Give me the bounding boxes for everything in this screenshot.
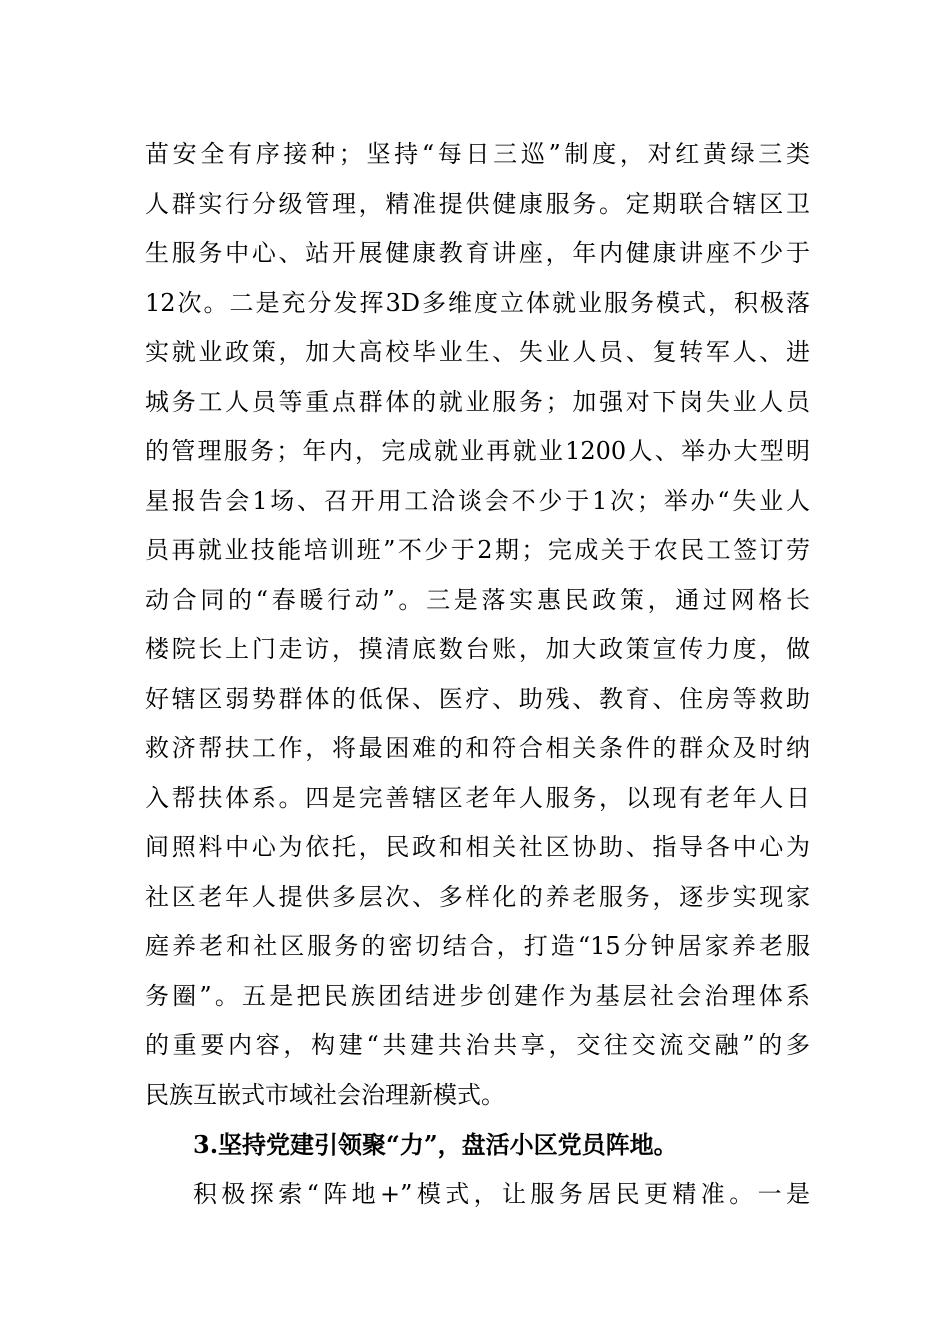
paragraph-line: 好辖区弱势群体的低保、医疗、助残、教育、住房等救助 bbox=[145, 684, 810, 713]
paragraph-line: 务圈”。五是把民族团结进步创建作为基层社会治理体系 bbox=[145, 981, 810, 1010]
paragraph-line: 间照料中心为依托，民政和相关社区协助、指导各中心为 bbox=[145, 833, 810, 861]
paragraph-line: 社区老年人提供多层次、多样化的养老服务，逐步实现家 bbox=[145, 882, 810, 911]
paragraph-line: 救济帮扶工作，将最困难的和符合相关条件的群众及时纳 bbox=[145, 734, 810, 762]
paragraph-line: 的重要内容，构建“共建共治共享，交往交流交融”的多 bbox=[145, 1031, 810, 1059]
paragraph-line: 城务工人员等重点群体的就业服务；加强对下岗失业人员 bbox=[145, 387, 810, 416]
paragraph-line: 积极探索“阵地+”模式，让服务居民更精准。一是 bbox=[193, 1179, 810, 1208]
paragraph-line: 12次。二是充分发挥3D多维度立体就业服务模式，积极落 bbox=[145, 288, 810, 317]
paragraph-line: 员再就业技能培训班”不少于2期；完成关于农民工签订劳 bbox=[145, 536, 810, 564]
paragraph-line: 实就业政策，加大高校毕业生、失业人员、复转军人、进 bbox=[145, 338, 810, 366]
paragraph-line: 星报告会1场、召开用工洽谈会不少于1次；举办“失业人 bbox=[145, 486, 810, 515]
paragraph-line: 动合同的“春暖行动”。三是落实惠民政策，通过网格长 bbox=[145, 585, 810, 614]
paragraph-line: 楼院长上门走访，摸清底数台账，加大政策宣传力度，做 bbox=[145, 635, 810, 663]
paragraph-line: 庭养老和社区服务的密切结合，打造“15分钟居家养老服 bbox=[145, 932, 810, 960]
section-heading: 3.坚持党建引领聚“力”，盘活小区党员阵地。 bbox=[193, 1130, 678, 1159]
paragraph-line: 的管理服务；年内，完成就业再就业1200人、举办大型明 bbox=[145, 437, 810, 465]
document-body bbox=[145, 130, 810, 1219]
paragraph-line: 人群实行分级管理，精准提供健康服务。定期联合辖区卫 bbox=[145, 189, 810, 218]
paragraph-line: 生服务中心、站开展健康教育讲座，年内健康讲座不少于 bbox=[145, 239, 810, 267]
paragraph-line: 民族互嵌式市域社会治理新模式。 bbox=[145, 1080, 505, 1109]
paragraph-line: 入帮扶体系。四是完善辖区老年人服务，以现有老年人日 bbox=[145, 783, 810, 812]
paragraph-line: 苗安全有序接种；坚持“每日三巡”制度，对红黄绿三类 bbox=[145, 140, 810, 168]
